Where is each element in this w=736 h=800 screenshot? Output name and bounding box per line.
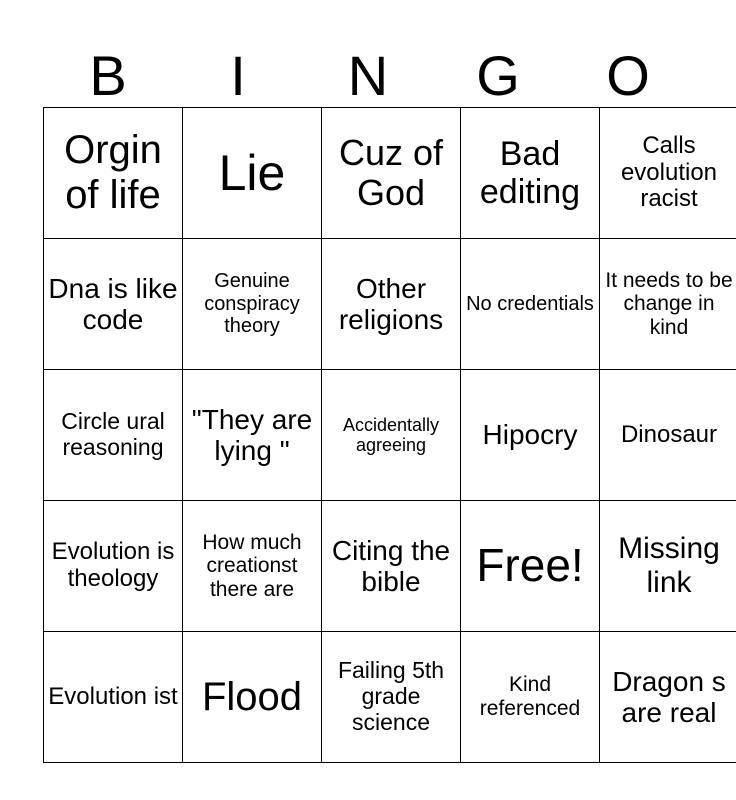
bingo-cell[interactable]: Circle ural reasoning [44,370,183,501]
bingo-cell[interactable]: It needs to be change in kind [600,239,736,370]
bingo-cell[interactable]: Orgin of life [44,108,183,239]
bingo-cell[interactable]: "They are lying " [183,370,322,501]
bingo-cell[interactable]: Other religions [322,239,461,370]
bingo-cell[interactable]: Hipocry [461,370,600,501]
bingo-cell[interactable]: Evolution ist [44,632,183,763]
header-letter-g: G [476,44,520,107]
bingo-cell[interactable]: Genuine conspiracy theory [183,239,322,370]
bingo-cell[interactable]: Dragon s are real [600,632,736,763]
header-letter-o: O [606,44,650,107]
bingo-cell[interactable]: Failing 5th grade science [322,632,461,763]
bingo-cell[interactable]: How much creationst there are [183,501,322,632]
bingo-board [43,107,736,763]
bingo-cell[interactable]: Bad editing [461,108,600,239]
bingo-cell[interactable]: Cuz of God [322,108,461,239]
bingo-cell[interactable]: Citing the bible [322,501,461,632]
bingo-cell[interactable]: Calls evolution racist [600,108,736,239]
bingo-cell[interactable]: Evolution is theology [44,501,183,632]
header-letter-i: I [230,44,246,107]
bingo-cell[interactable]: Missing link [600,501,736,632]
bingo-cell[interactable]: Accidentally agreeing [322,370,461,501]
board-row [44,632,736,763]
bingo-header [43,44,693,108]
bingo-cell[interactable]: Dna is like code [44,239,183,370]
board-row [44,239,736,370]
bingo-cell[interactable]: Kind referenced [461,632,600,763]
free-space-cell[interactable]: Free! [461,501,600,632]
header-letter-n: N [347,44,389,107]
header-letter-b: B [89,44,127,107]
bingo-cell[interactable]: No credentials [461,239,600,370]
board-row [44,501,736,632]
board-row [44,370,736,501]
bingo-cell[interactable]: Flood [183,632,322,763]
bingo-cell[interactable]: Lie [183,108,322,239]
bingo-cell[interactable]: Dinosaur [600,370,736,501]
board-row [44,108,736,239]
